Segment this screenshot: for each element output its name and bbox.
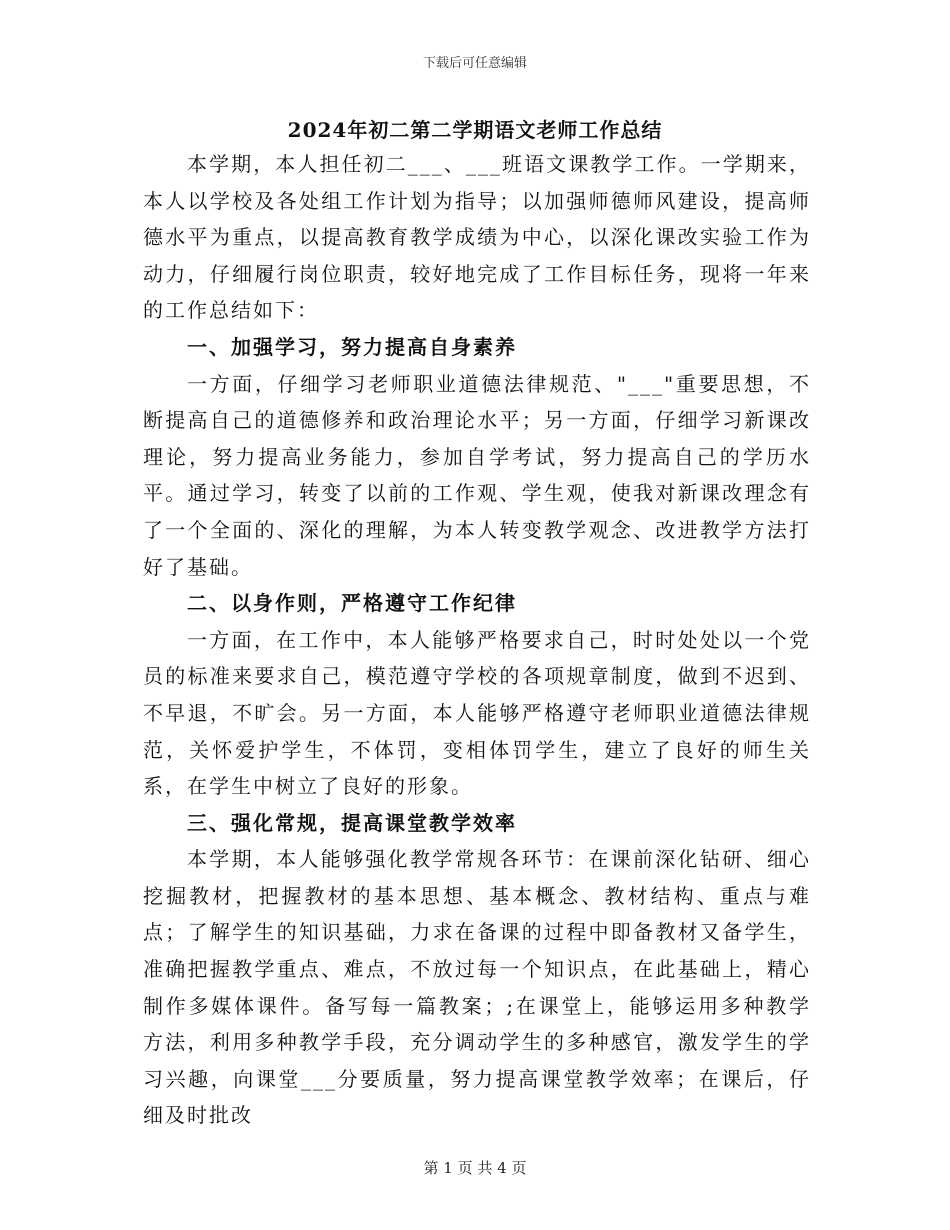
section-heading-2: 二、以身作则，严格遵守工作纪律 (187, 591, 517, 616)
section-body-2: 一方面，在工作中，本人能够严格要求自己，时时处处以一个党员的标准来要求自己，模范遵守学校的各项规章制度，做到不迟到、不早退，不旷会。另一方面，本人能够严格遵守老师职业道德法律规范，关怀爱护学生，不体罚，变相体罚学生，建立了良好的师生关系，在学生中树立了良好的形象。 (143, 627, 811, 799)
section-body-1: 一方面，仔细学习老师职业道德法律规范、"___"重要思想，不断提高自己的道德修养和政治理论水平；另一方面，仔细学习新课改理论，努力提高业务能力，参加自学考试，努力提高自己的学历水平。通过学习，转变了以前的工作观、学生观，使我对新课改理念有了一个全面的、深化的理解，为本人转变教学观念、改进教学方法打好了基础。 (143, 371, 811, 579)
section-heading-3: 三、强化常规，提高课堂教学效率 (187, 810, 517, 835)
page-header: 下载后可任意编辑 (422, 56, 527, 71)
page-number: 第 1 页 共 4 页 (423, 1159, 527, 1177)
document-title: 2024年初二第二学期语文老师工作总结 (287, 118, 663, 142)
section-heading-1: 一、加强学习，努力提高自身素养 (187, 334, 517, 359)
document-body (143, 146, 811, 1134)
intro-paragraph: 本学期，本人担任初二___、___班语文课教学工作。一学期来，本人以学校及各处组工作计划为指导；以加强师德师风建设，提高师德水平为重点，以提高教育教学成绩为中心，以深化课改实验工作为动力，仔细履行岗位职责，较好地完成了工作目标任务，现将一年来的工作总结如下： (143, 152, 811, 323)
section-body-3: 本学期，本人能够强化教学常规各环节：在课前深化钻研、细心挖掘教材，把握教材的基本思想、基本概念、教材结构、重点与难点；了解学生的知识基础，力求在备课的过程中即备教材又备学生，准确把握教学重点、难点，不放过每一个知识点，在此基础上，精心制作多媒体课件。备写每一篇教案；;在课堂上，能够运用多种教学方法，利用多种教学手段，充分调动学生的多种感官，激发学生的学习兴趣，向课堂___分要质量，努力提高课堂教学效率；在课后，仔细及时批改 (143, 847, 811, 1128)
